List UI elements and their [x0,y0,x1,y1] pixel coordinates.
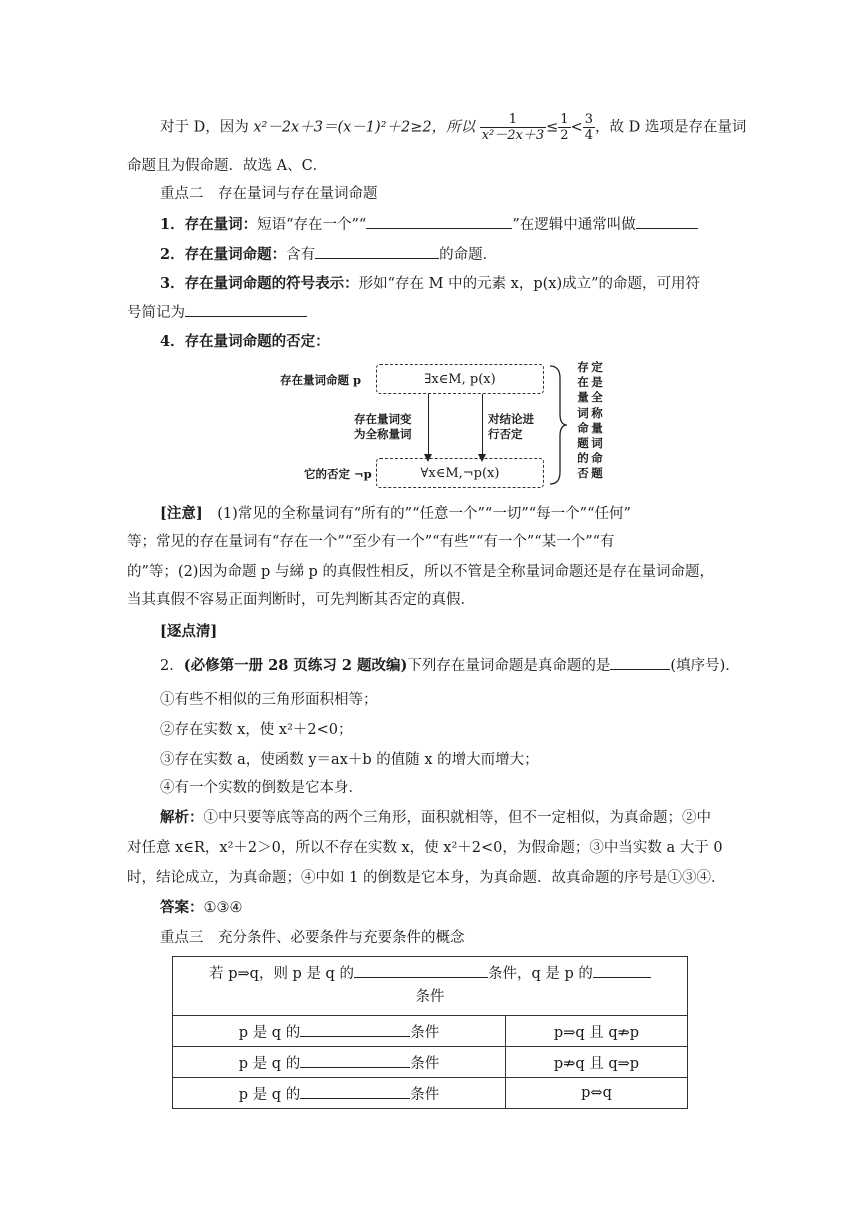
solution-line3: 时，结论成立，为真命题；④中如 1 的倒数是它本身，为真命题．故真命题的序号是①③④． [127,870,726,886]
table-row: 若 p⇒q，则 p 是 q 的 条件，q 是 p 的 条件 [173,957,688,1016]
diagram-right-arrow-line [482,394,483,456]
diagram-side-text-col2: 定 是 全 称 量 词 命 题 [591,360,603,481]
diagram-bottom-label: 它的否定 ¬p [304,467,372,481]
solution-line2: 对任意 x∈R，x²＋2＞0，所以不存在实数 x，使 x²＋2<0，为假命题；③中当实数 a 大于 0 [127,840,723,856]
option-1: ①有些不相似的三角形面积相等； [160,692,378,708]
section2-item1: 1．存在量词：短语“存在一个”“ ”在逻辑中通常叫做 [160,214,698,235]
diagram-left-mid: 存在量词变 为全称量词 [354,412,412,441]
section3-heading: 重点三 充分条件、必要条件与充要条件的概念 [160,930,465,946]
negation-diagram [280,358,620,490]
diagram-top-label: 存在量词命题 p [280,373,362,387]
section2-heading: 重点二 存在量词与存在量词命题 [160,186,378,202]
diagram-left-arrow-line [428,394,429,456]
para-d-line2: 命题且为假命题．故选 A、C． [127,158,328,174]
diagram-top-box: ∃x∈M, p(x) [376,364,544,394]
answer: 答案：①③④ [160,899,243,916]
option-4: ④有一个实数的倒数是它本身． [160,780,363,796]
fraction-2: $\frac{1}{2}$ [560,112,569,143]
diagram-side-text-col1: 存 在 量 词 命 题 的 否 [577,360,589,481]
option-2: ②存在实数 x，使 x²＋2<0； [160,722,353,738]
solution-line1: 解析：①中只要等底等高的两个三角形，面积就相等，但不一定相似，为真命题；②中 [160,809,711,826]
section2-item3-line2: 号简记为 [127,302,307,323]
section2-item4: 4．存在量词命题的否定： [160,333,330,350]
note-line1: [注意] (1)常见的全称量词有“所有的”“任意一个”“一切”“每一个”“任何” [160,505,631,522]
para-d-line1: 对于 D，因为 x²－2x＋3＝(x－1)²＋2≥2，所以 $\frac{1}{\text{x²－2x＋3}}$ ≤ $\frac{1}{2}$ < $\frac{3}{4}$ ，故 D 选项是存在量词 [160,112,747,143]
table-row: p 是 q 的 条件 p⇒q 且 q⇏p [173,1016,688,1047]
note-line3: 的”等；(2)因为命题 p 与綈 p 的真假性相反，所以不管是全称量词命题还是存在量词命题， [127,564,714,580]
option-3: ③存在实数 a，使函数 y＝ax＋b 的值随 x 的增大而增大； [160,752,539,768]
diagram-right-mid: 对结论进 行否定 [488,412,534,441]
table-row: p 是 q 的 条件 p⇔q [173,1078,688,1109]
table-row: p 是 q 的 条件 p⇏q 且 q⇒p [173,1047,688,1078]
fraction-1: $\frac{1}{\text{x²－2x＋3}}$ [481,112,545,143]
conditions-table [172,956,688,1109]
note-line4: 当其真假不容易正面判断时，可先判断其否定的真假． [127,592,475,608]
note-line2: 等；常见的存在量词有“存在一个”“至少有一个”“有些”“有一个”“某一个”“有 [127,534,615,550]
diagram-brace [548,364,568,486]
section2-item2: 2．存在量词命题：含有 的命题． [160,246,498,263]
section2-item3: 3．存在量词命题的符号表示：形如“存在 M 中的元素 x，p(x)成立”的命题，可用符 [160,275,701,292]
diagram-bottom-box: ∀x∈M,¬p(x) [376,458,544,488]
fraction-3: $\frac{3}{4}$ [584,112,593,143]
practice-question: 2．(必修第一册 28 页练习 2 题改编)下列存在量词命题是真命题的是 (填序号)． [160,657,740,674]
practice-tag: [逐点清] [160,623,218,640]
